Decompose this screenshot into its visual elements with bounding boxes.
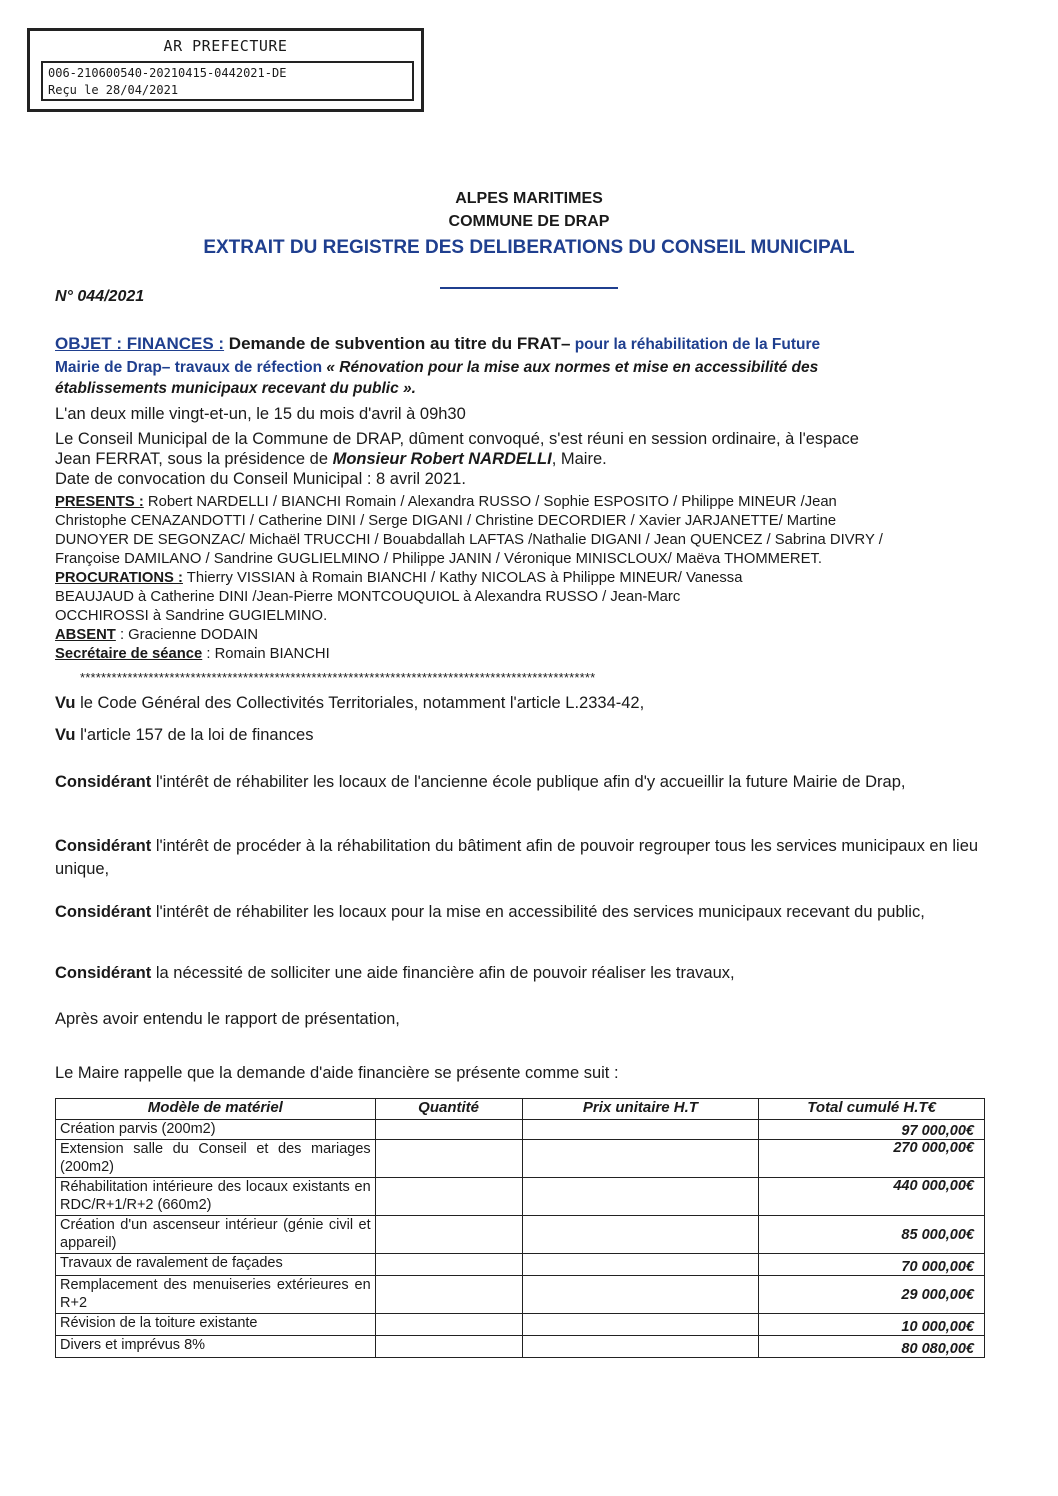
procurations-line-3: OCCHIROSSI à Sandrine GUGIELMINO. xyxy=(55,608,328,624)
absent-label: ABSENT xyxy=(55,627,116,643)
col-header-total: Total cumulé H.T€ xyxy=(759,1099,985,1120)
presents-line-3: DUNOYER DE SEGONZAC/ Michaël TRUCCHI / Bouabdallah LAFTAS /Nathalie DIGANI / Jean QUENCEZ / Sabrina DIVRY / xyxy=(55,532,883,548)
title-underline xyxy=(440,287,618,289)
president-name: Monsieur Robert NARDELLI xyxy=(332,450,552,468)
col-header-model: Modèle de matériel xyxy=(56,1099,376,1120)
meeting-convened-2: Jean FERRAT, sous la présidence de Monsieur Robert NARDELLI, Maire. xyxy=(55,450,607,468)
objet-purpose: pour la réhabilitation de la Future xyxy=(570,336,821,353)
table-row: Création parvis (200m2) 97 000,00€ xyxy=(56,1120,985,1140)
table-intro: Le Maire rappelle que la demande d'aide financière se présente comme suit : xyxy=(55,1064,619,1082)
meeting-date: L'an deux mille vingt-et-un, le 15 du mois d'avril à 09h30 xyxy=(55,405,466,423)
register-title: EXTRAIT DU REGISTRE DES DELIBERATIONS DU CONSEIL MUNICIPAL xyxy=(203,237,855,258)
department-heading: ALPES MARITIMES xyxy=(455,190,603,207)
procurations-line-2: BEAUJAUD à Catherine DINI /Jean-Pierre MONTCOUQUIOL à Alexandra RUSSO / Jean-Marc xyxy=(55,589,681,605)
considerant-paragraph-4: Considérant la nécessité de solliciter une aide financière afin de pouvoir réaliser les travaux, xyxy=(55,964,735,982)
presents-line-4: Françoise DAMILANO / Sandrine GUGLIELMINO / Philippe JANIN / Véronique MINISCLOUX/ Maëva THOMMERET. xyxy=(55,551,822,567)
stamp-received-date: Reçu le 28/04/2021 xyxy=(48,83,179,97)
table-row: Création d'un ascenseur intérieur (génie civil et appareil) 85 000,00€ xyxy=(56,1216,985,1254)
stamp-reference: 006-210600540-20210415-0442021-DE xyxy=(48,66,287,80)
objet-label: OBJET : FINANCES : xyxy=(55,334,225,353)
stamp-details xyxy=(41,61,414,101)
col-header-unit-price: Prix unitaire H.T xyxy=(522,1099,759,1120)
vu-paragraph-1: Vu le Code Général des Collectivités Territoriales, notamment l'article L.2334-42, xyxy=(55,694,645,712)
objet-subject: Demande de subvention au titre du FRAT– xyxy=(224,334,571,353)
col-header-quantity: Quantité xyxy=(375,1099,522,1120)
objet-line-3: établissements municipaux recevant du public ». xyxy=(55,380,416,397)
table-row: Travaux de ravalement de façades 70 000,00€ xyxy=(56,1254,985,1276)
cost-table xyxy=(55,1098,985,1358)
procurations-label: PROCURATIONS : xyxy=(55,570,183,586)
absent-line: ABSENT : Gracienne DODAIN xyxy=(55,627,259,643)
table-row: Extension salle du Conseil et des mariages (200m2) 270 000,00€ xyxy=(56,1140,985,1178)
objet-line-2 xyxy=(55,357,818,378)
considerant-paragraph-2: Considérant l'intérêt de procéder à la réhabilitation du bâtiment afin de pouvoir regrouper tous les services municipaux en lieu unique, xyxy=(55,837,979,878)
presents-line-2: Christophe CENAZANDOTTI / Catherine DINI / Serge DIGANI / Christine DECORDIER / Xavier JARJANETTE/ Martine xyxy=(55,513,837,529)
meeting-convened-1: Le Conseil Municipal de la Commune de DRAP, dûment convoqué, s'est réuni en session ordinaire, à l'espace xyxy=(55,430,859,448)
objet-line-1 xyxy=(55,333,820,356)
stamp-title: AR PREFECTURE xyxy=(163,37,288,55)
convocation-date: Date de convocation du Conseil Municipal : 8 avril 2021. xyxy=(55,470,466,488)
table-row: Révision de la toiture existante 10 000,00€ xyxy=(56,1314,985,1336)
considerant-paragraph-3: Considérant l'intérêt de réhabiliter les locaux pour la mise en accessibilité des services municipaux recevant du public, xyxy=(55,903,925,921)
table-row: Divers et imprévus 8% 80 080,00€ xyxy=(56,1336,985,1358)
secretary-line: Secrétaire de séance : Romain BIANCHI xyxy=(55,646,330,662)
objet-works: Mairie de Drap– travaux de réfection xyxy=(55,359,323,376)
considerant-paragraph-1: Considérant l'intérêt de réhabiliter les locaux de l'ancienne école publique afin d'y accueillir la future Mairie de Drap, xyxy=(55,773,906,791)
commune-heading: COMMUNE DE DRAP xyxy=(448,213,610,230)
table-row: Réhabilitation intérieure des locaux existants en RDC/R+1/R+2 (660m2) 440 000,00€ xyxy=(56,1178,985,1216)
table-header-row xyxy=(56,1099,985,1120)
vu-paragraph-2: Vu l'article 157 de la loi de finances xyxy=(55,726,314,744)
objet-quote: « Rénovation pour la mise aux normes et mise en accessibilité des xyxy=(322,359,819,376)
procurations-line-1: PROCURATIONS : Thierry VISSIAN à Romain BIANCHI / Kathy NICOLAS à Philippe MINEUR/ Vanessa xyxy=(55,570,743,586)
separator-line: ************************************************************************************************** xyxy=(80,670,596,685)
presents-line-1: PRESENTS : Robert NARDELLI / BIANCHI Romain / Alexandra RUSSO / Sophie ESPOSITO / Philippe MINEUR /Jean xyxy=(55,494,837,510)
prefecture-stamp xyxy=(27,28,424,112)
presentation-paragraph: Après avoir entendu le rapport de présentation, xyxy=(55,1010,400,1028)
secretary-label: Secrétaire de séance xyxy=(55,646,203,662)
deliberation-number: N° 044/2021 xyxy=(55,288,145,305)
presents-label: PRESENTS : xyxy=(55,494,144,510)
table-row: Remplacement des menuiseries extérieures en R+2 29 000,00€ xyxy=(56,1276,985,1314)
